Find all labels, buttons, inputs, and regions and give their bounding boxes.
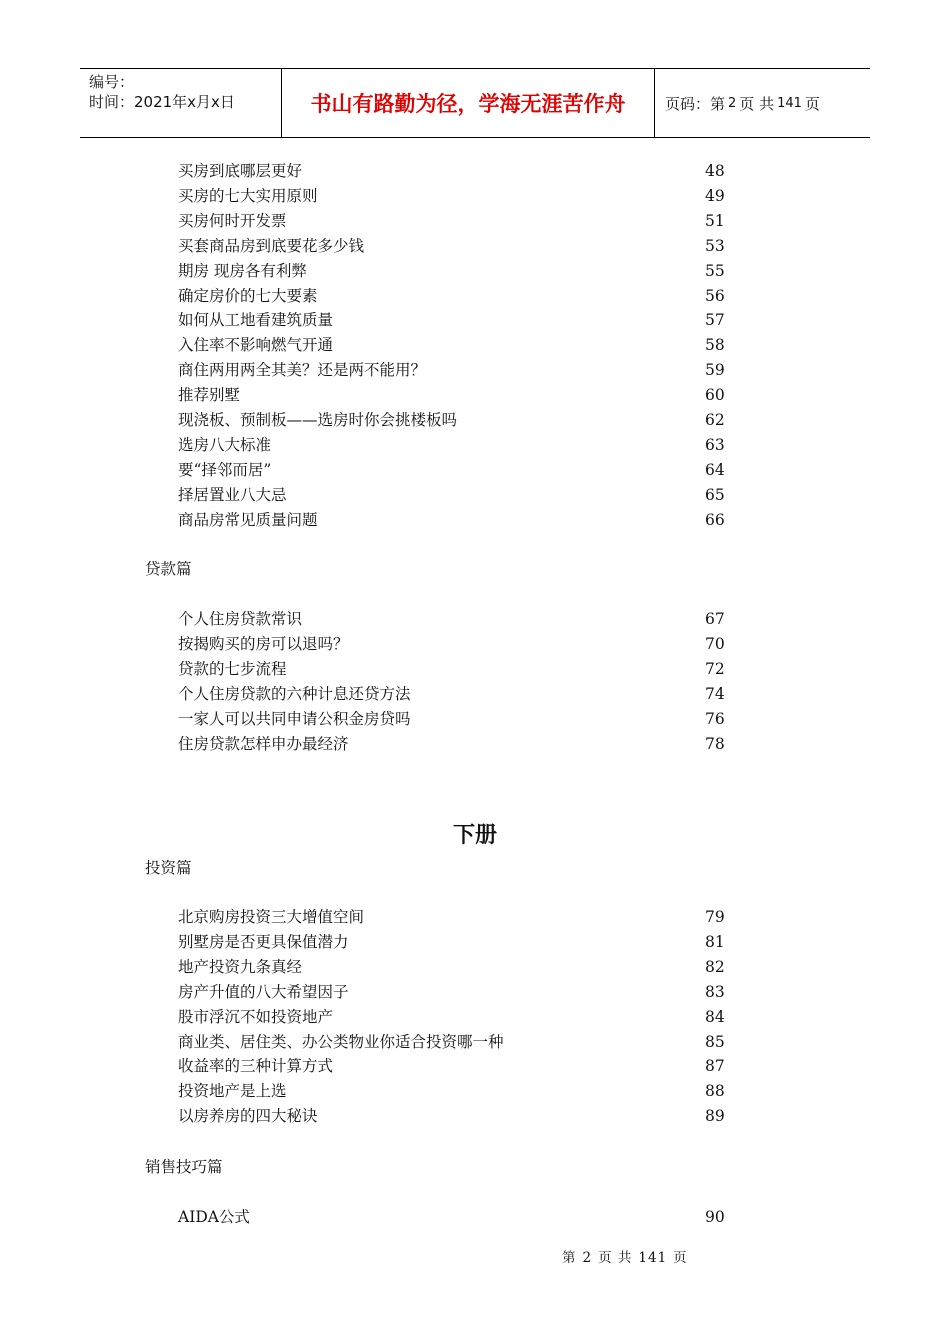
toc-entry-title: 如何从工地看建筑质量 (178, 311, 334, 330)
header-page-suffix: 页 (804, 94, 820, 113)
toc-entry (178, 905, 728, 929)
header-page-prefix: 页码：第 (665, 94, 726, 113)
volume-title: 下册 (452, 823, 497, 848)
toc-entry (178, 632, 728, 656)
toc-entry-title: AIDA公式 (178, 1208, 250, 1226)
section-title-loan: 贷款篇 (145, 560, 192, 578)
toc-entry (178, 159, 728, 183)
toc-entry (178, 284, 728, 308)
toc-entry (178, 930, 728, 954)
toc-entry-page: 66 (705, 510, 725, 529)
toc-entry (178, 1030, 728, 1054)
toc-entry-page: 57 (705, 311, 725, 330)
toc-entry-page: 55 (705, 261, 725, 280)
toc-entry (178, 955, 728, 979)
toc-entry-page: 90 (705, 1208, 725, 1226)
toc-entry-title: 以房养房的四大秘诀 (178, 1107, 318, 1126)
toc-entry-page: 49 (705, 186, 725, 205)
toc-entry-title: 择居置业八大忌 (178, 485, 287, 504)
toc-entry-page: 83 (705, 982, 725, 1001)
toc-entry (178, 607, 728, 631)
id-label: 编号： (89, 73, 135, 91)
toc-entry-title: 个人住房贷款的六种计息还贷方法 (178, 684, 411, 703)
toc-entry-title: 选房八大标准 (178, 435, 272, 454)
toc-entry (178, 483, 728, 507)
header-page-total: 141 (777, 95, 802, 111)
toc-entry-page: 74 (705, 684, 725, 703)
toc-entry (178, 1054, 728, 1078)
toc-entry-title: 确定房价的七大要素 (178, 286, 318, 305)
toc-entry-title: 房产升值的八大希望因子 (178, 982, 349, 1001)
section-title-sales: 销售技巧篇 (145, 1158, 223, 1176)
toc-entry-page: 65 (705, 485, 725, 504)
toc-entry-page: 56 (705, 286, 725, 305)
footer-prefix: 第 (562, 1250, 577, 1266)
toc-entry-page: 62 (705, 411, 725, 429)
toc-entry-page: 85 (705, 1032, 725, 1051)
toc-entry-title: 按揭购买的房可以退吗？ (178, 634, 349, 653)
toc-entry-page: 58 (705, 336, 725, 355)
toc-entry (178, 508, 728, 532)
toc-entry-title: 买套商品房到底要花多少钱 (178, 236, 365, 255)
toc-entry-page: 87 (705, 1057, 725, 1076)
header-page-mid: 页 共 (739, 94, 775, 113)
toc-entry (178, 1005, 728, 1029)
toc-entry (178, 458, 728, 482)
toc-entry-title: 收益率的三种计算方式 (178, 1057, 334, 1076)
toc-entry (178, 234, 728, 258)
toc-entry-title: 现浇板、预制板——选房时你会挑楼板吗 (178, 411, 458, 429)
toc-entry (178, 657, 728, 681)
toc-entry (178, 308, 728, 332)
toc-entry-title: 商业类、居住类、办公类物业你适合投资哪一种 (178, 1032, 504, 1051)
toc-entry-title: 买房到底哪层更好 (178, 162, 303, 180)
toc-entry-page: 60 (705, 386, 725, 405)
toc-entry (178, 408, 728, 432)
footer-page: 2 (582, 1250, 593, 1266)
toc-entry (178, 358, 728, 382)
toc-entry-title: 商住两用两全其美？还是两不能用？ (178, 361, 427, 380)
toc-entry-title: 一家人可以共同申请公积金房贷吗 (178, 709, 411, 728)
toc-entry-title: 投资地产是上选 (178, 1082, 287, 1101)
toc-entry (178, 682, 728, 706)
toc-entry (178, 1079, 728, 1103)
toc-entry-page: 51 (705, 211, 725, 230)
toc-entry (178, 184, 728, 208)
toc-entry-page: 72 (705, 659, 725, 678)
header-page-info (655, 69, 870, 137)
toc-entry-title: 北京购房投资三大增值空间 (178, 908, 365, 926)
time-label: 时间：2021年x月x日 (89, 93, 235, 111)
toc-entry (178, 383, 728, 407)
toc-entry (178, 209, 728, 233)
toc-entry-title: 要“择邻而居” (178, 460, 272, 479)
toc-entry-page: 63 (705, 435, 725, 454)
footer-suffix: 页 (673, 1250, 688, 1266)
header-meta (80, 69, 282, 137)
toc-entry-page: 89 (705, 1107, 725, 1126)
toc-entry-page: 78 (705, 734, 725, 753)
toc-entry-title: 股市浮沉不如投资地产 (178, 1007, 334, 1026)
toc-entry-title: 买房的七大实用原则 (178, 186, 318, 205)
toc-entry (178, 333, 728, 357)
toc-entry-title: 期房 现房各有利弊 (178, 261, 307, 280)
header-motto: 书山有路勤为径，学海无涯苦作舟 (282, 69, 655, 137)
toc-entry-title: 住房贷款怎样申办最经济 (178, 734, 349, 753)
toc-entry (178, 433, 728, 457)
toc-entry-title: 地产投资九条真经 (178, 957, 303, 976)
footer-mid: 页 共 (598, 1250, 633, 1266)
toc-entry-page: 67 (705, 610, 725, 628)
toc-entry-title: 别墅房是否更具保值潜力 (178, 932, 349, 951)
toc-entry-title: 推荐别墅 (178, 386, 241, 405)
toc-entry (178, 732, 728, 756)
toc-entry-page: 79 (705, 908, 725, 926)
document-header (80, 68, 870, 138)
toc-entry-title: 贷款的七步流程 (178, 659, 287, 678)
toc-entry-page: 88 (705, 1082, 725, 1101)
footer-total: 141 (638, 1250, 668, 1266)
toc-entry-page: 53 (705, 236, 725, 255)
toc-entry-title: 商品房常见质量问题 (178, 510, 318, 529)
toc-entry (178, 707, 728, 731)
toc-entry-title: 买房何时开发票 (178, 211, 287, 230)
toc-entry-title: 个人住房贷款常识 (178, 610, 303, 628)
section-title-invest: 投资篇 (145, 859, 192, 877)
toc-entry-page: 64 (705, 460, 725, 479)
toc-entry-page: 76 (705, 709, 725, 728)
page-footer (562, 1246, 694, 1266)
toc-entry-page: 70 (705, 634, 725, 653)
toc-entry-title: 入住率不影响燃气开通 (178, 336, 334, 355)
toc-entry (178, 1104, 728, 1128)
toc-entry-page: 84 (705, 1007, 725, 1026)
toc-entry (178, 980, 728, 1004)
header-page-num: 2 (728, 95, 737, 111)
toc-entry (178, 1205, 728, 1229)
toc-entry-page: 81 (705, 932, 725, 951)
toc-entry-page: 59 (705, 361, 725, 380)
toc-entry-page: 82 (705, 957, 725, 976)
toc-entry (178, 259, 728, 283)
toc-entry-page: 48 (705, 162, 725, 180)
